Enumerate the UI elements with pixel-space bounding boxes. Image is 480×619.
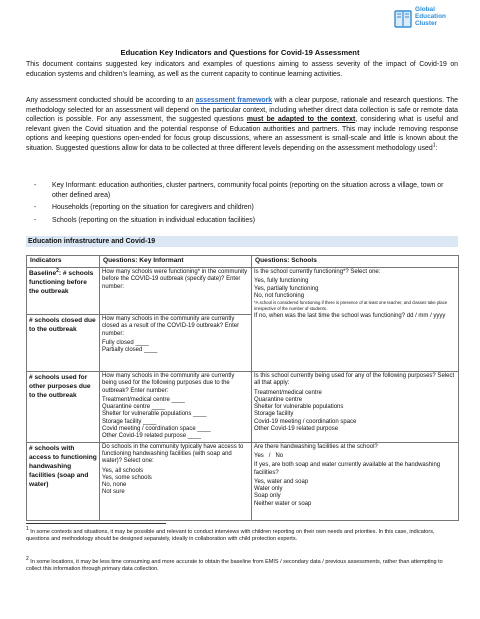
para-text: with a clear purpose, rationale and research questions. The methodology selected for an assessment will depend on the particular context, including whether direct data collection is safe or remote data collection is possible. For any assessment, the suggested questions [26, 97, 458, 124]
school-question: If yes, are both soap and water currently available at the handwashing facilities? [254, 462, 441, 476]
option-item: Water only [254, 486, 283, 493]
option-item: Shelter for vulnerable populations ____ [102, 411, 207, 418]
indicator-cell: # schools closed due to the outbreak [27, 315, 100, 372]
option-item: Soap only [254, 493, 281, 500]
school-question: Is this school currently being used for any of the following purposes? Select all that apply: [254, 373, 455, 387]
school-question: If no, when was the last time the school was functioning? dd / mm / yyyy [254, 313, 446, 320]
footnote-text: In some contexts and situations, it may be possible and relevant to conduct interviews with children reporting on their own needs and priorities. In this case, indicators, questions and methodology should be designed separately, ideally in collaboration with child protection experts. [26, 529, 435, 543]
indicator-text: Baseline [29, 270, 57, 277]
ki-question: Do schools in the community typically have access to functioning handwashing facilities (with soap and water)? Select one: [102, 443, 244, 465]
option-item: Treatment/medical centre [254, 389, 322, 396]
ki-question: How many schools were functioning* in the community before the COVID-19 outbreak (specify date)? Enter number: [102, 269, 248, 290]
logo-line-2: Education [415, 13, 446, 20]
column-header: Questions: Key Informant [100, 256, 252, 268]
indicator-cell: # schools used for other purposes due to the outbreak [27, 372, 100, 443]
option-item: Quarantine centre ____ [102, 404, 166, 411]
option-item: Shelter for vulnerable populations [254, 404, 344, 411]
option-item: Not sure [102, 489, 125, 496]
para-text: , considering what is useful and relevant given the Covid situation and the potential response of Education authorities and partners. This may include removing response options and keeping questions open-ended for focus group discussions, where an assessment is small-scale and little is known about the situation. Suggested questions allow for data to be collected at three different levels depending on the assessment methodology used [26, 116, 458, 152]
book-logo-icon [393, 8, 413, 30]
ki-question-cell [100, 442, 252, 520]
emphasis-text: must be adapted to the context [246, 116, 356, 124]
list-item: - Key Informant: education authorities, cluster partners, community focal points (reporting on the situation across a village, town or other defined area) [34, 182, 444, 199]
para-text: Any assessment conducted should be according to an [26, 97, 196, 104]
list-item: - Households (reporting on the situation for caregivers and children) [34, 204, 254, 212]
option-item: No, not functioning [254, 292, 305, 299]
footnote-ref[interactable]: 2 [56, 267, 59, 274]
indicators-table [26, 255, 459, 521]
list-item-text: Key Informant: education authorities, cluster partners, community focal points (reporting on the situation across a village, town or other defined area) [52, 182, 444, 199]
option-item: Yes, partially functioning [254, 285, 319, 292]
ki-question: How many schools in the community are currently closed as a result of the COVID-19 outbreak? Enter number: [102, 316, 240, 337]
indicator-text: : # schools functioning before the outbreak [29, 270, 94, 295]
option-item: Fully closed ____ [102, 339, 149, 346]
option-item: Other Covid-19 related purpose [254, 426, 339, 433]
note-text: *A school is considered functioning if there is presence of at least one teacher, and classes take place irrespective of the number of students. [254, 300, 448, 311]
methodology-paragraph [26, 96, 458, 154]
option-item: Quarantine centre [254, 396, 303, 403]
column-header: Questions: Schools [252, 256, 459, 268]
assessment-framework-link[interactable]: assessment framework [195, 97, 273, 104]
option-item: No, none [102, 482, 127, 489]
footnote-text: In some locations, it may be less time consuming and more accurate to obtain the baseline from EMIS / secondary data / previous assessments, rather than attempting to collect this information through primary data collection. [26, 559, 443, 573]
school-question: Is the school currently functioning*? Select one: [254, 269, 381, 275]
section-heading: Education infrastructure and Covid-19 [26, 236, 458, 247]
option-item: Other Covid-19 related purpose ____ [102, 433, 202, 440]
data-levels-list [26, 181, 458, 228]
school-question-cell [252, 268, 459, 372]
page-title: Education Key Indicators and Questions for Covid-19 Assessment [120, 48, 360, 57]
footnote-ref[interactable]: 1 [432, 142, 436, 149]
logo-text [415, 6, 446, 27]
footnote-number: 1 [26, 526, 29, 533]
list-item-text: Households (reporting on the situation for caregivers and children) [52, 204, 254, 212]
intro-paragraph: This document contains suggested key indicators and examples of questions aiming to assess severity of the impact of Covid-19 on education systems and children’s learning, as well as the current capacity to continue learning activities. [26, 61, 458, 78]
column-header: Indicators [27, 256, 100, 268]
footnote-divider [26, 523, 166, 524]
ki-question-cell [100, 315, 252, 372]
indicator-cell: # schools with access to functioning handwashing facilities (soap and water) [27, 442, 100, 520]
option-item: Covid-19 meeting / coordination space [254, 418, 357, 425]
list-item-text: Schools (reporting on the situation in individual education facilities) [52, 216, 256, 224]
option-item: Yes, some schools [102, 474, 152, 481]
list-item: - Schools (reporting on the situation in individual education facilities) [34, 216, 256, 224]
option-item: Treatment/medical centre ____ [102, 396, 185, 403]
option-item: Yes, fully functioning [254, 278, 309, 285]
footnote-2 [26, 556, 458, 574]
logo-line-3: Cluster [415, 20, 438, 27]
global-education-cluster-logo [393, 6, 473, 40]
school-question-cell [252, 442, 459, 520]
logo-line-1: Global [415, 6, 435, 13]
option-item: Yes, water and soap [254, 478, 309, 485]
table-header-row [27, 256, 459, 268]
footnote-number: 2 [26, 556, 29, 563]
table-row [27, 268, 459, 315]
option-item: Partially closed ____ [102, 347, 158, 354]
option-item: Neither water or soap [254, 500, 312, 507]
footnote-1 [26, 526, 458, 544]
option-item: Storage facility [254, 411, 294, 418]
table-row [27, 442, 459, 520]
option-item: Yes, all schools [102, 467, 144, 474]
indicator-cell [27, 268, 100, 315]
school-question: Are there handwashing facilities at the school? [254, 443, 378, 450]
ki-question: How many schools in the community are currently being used for the following purposes due to the outbreak? Enter number: [102, 373, 235, 394]
yes-no-options: Yes / No [254, 452, 284, 459]
ki-question-cell [100, 268, 252, 315]
ki-question-cell [100, 372, 252, 443]
table-row [27, 372, 459, 443]
school-question-cell [252, 372, 459, 443]
option-item: Storage facility ____ [102, 418, 157, 425]
para-text: : [435, 144, 438, 152]
option-item: Covid meeting / coordination space ____ [102, 426, 211, 433]
